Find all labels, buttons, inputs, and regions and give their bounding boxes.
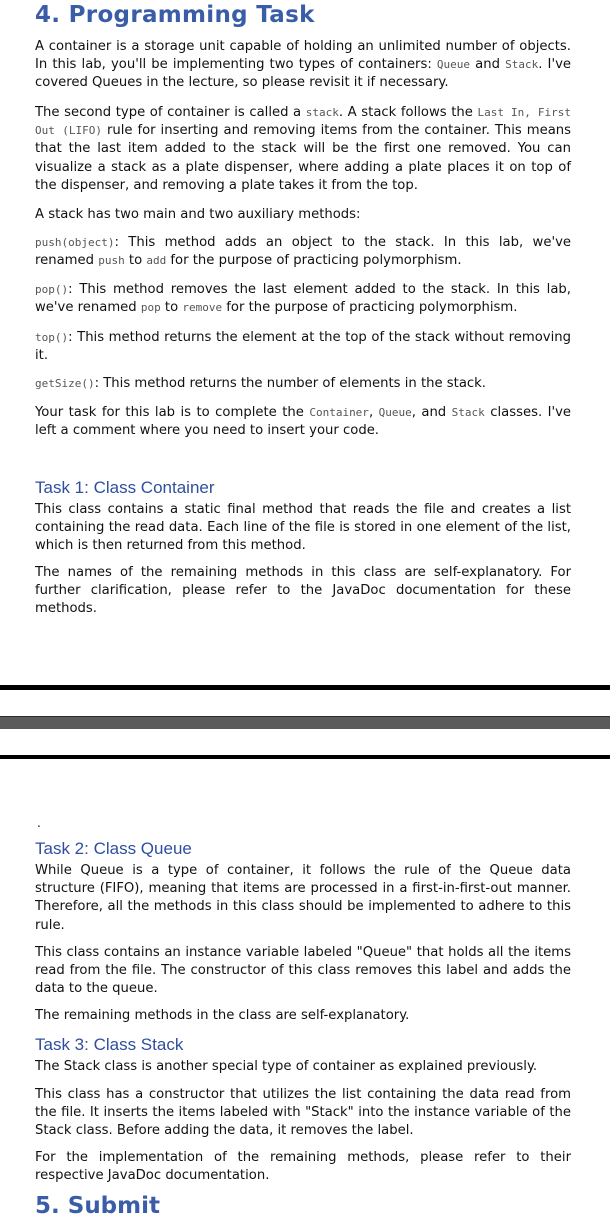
next-section-title: 5. Submit [35,1193,160,1219]
intro-paragraph-1: A container is a storage unit capable of holding an unlimited number of objects. In this lab, you'll be implementing two types of containers: Queue and Stack. I've covered Queues in the lecture, so please revisit it if necessary. [35,39,571,91]
page-divider-middle [0,716,610,729]
method-pop: pop(): This method removes the last element added to the stack. In this lab, we've renamed pop to remove for the purpose of practicing polymorphism. [35,282,571,316]
method-top: top(): This method returns the element at the top of the stack without removing it. [35,330,571,364]
page-divider-top [0,685,610,690]
task1-heading: Task 1: Class Container [35,478,215,497]
task2-heading: Task 2: Class Queue [35,839,192,858]
stray-dot: . [37,816,41,830]
task2-paragraph-2: This class contains an instance variable labeled "Queue" that holds all the items read from the file. The constructor of this class removes this label and adds the data to the queue. [35,945,571,997]
intro-paragraph-2: The second type of container is called a stack. A stack follows the Last In, First Out (LIFO) rule for inserting and removing items from the container. This means that the last item added to the stack will be the first one removed. You can visualize a stack as a plate dispenser, where adding a plate places it on top of the dispenser, and removing a plate takes it from the top. [35,105,572,193]
task3-paragraph-2: This class has a constructor that utilizes the list containing the data read from the file. It inserts the items labeled with "Stack" into the instance variable of the Stack class. Before adding the data, it removes the label. [35,1087,571,1139]
task3-paragraph-1: The Stack class is another special type of container as explained previously. [35,1059,538,1074]
intro-paragraph-3: A stack has two main and two auxiliary methods: [35,207,361,222]
method-getsize: getSize(): This method returns the number of elements in the stack. [35,376,486,391]
task-intro-paragraph: Your task for this lab is to complete the Container, Queue, and Stack classes. I've left a comment where you need to insert your code. [35,405,572,439]
section-title: 4. Programming Task [35,2,315,28]
method-push: push(object): This method adds an object to the stack. In this lab, we've renamed push to add for the purpose of practicing polymorphism. [35,235,571,269]
task3-heading: Task 3: Class Stack [35,1035,184,1054]
page-divider-bottom [0,755,610,759]
task3-paragraph-3: For the implementation of the remaining methods, please refer to their respective JavaDoc documentation. [35,1150,571,1184]
task2-paragraph-1: While Queue is a type of container, it follows the rule of the Queue data structure (FIFO), meaning that items are processed in a first-in-first-out manner. Therefore, all the methods in this class should be implemented to adhere to this rule. [35,863,571,933]
task1-paragraph-2: The names of the remaining methods in this class are self-explanatory. For further clarification, please refer to the JavaDoc documentation for these methods. [35,565,571,617]
task1-paragraph-1: This class contains a static final method that reads the file and creates a list containing the read data. Each line of the file is stored in one element of the list, which is then returned from this method. [35,502,571,554]
task2-paragraph-3: The remaining methods in the class are self-explanatory. [35,1008,410,1023]
